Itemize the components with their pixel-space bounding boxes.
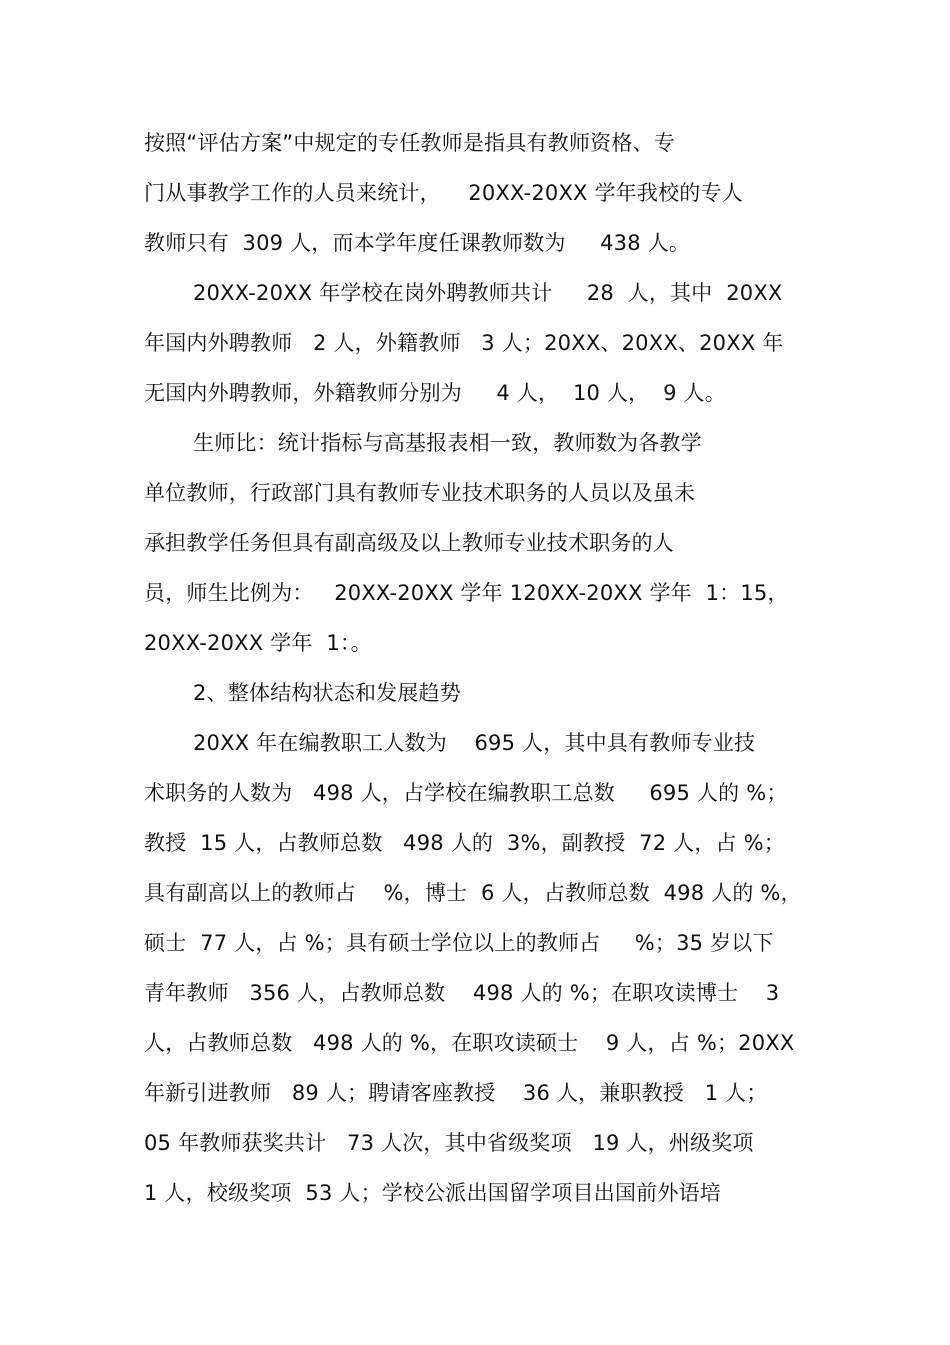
paragraph-line: 青年教师 356 人，占教师总数 498 人的 %；在职攻读博士 3 <box>144 981 780 1005</box>
section-heading: 2、整体结构状态和发展趋势 <box>193 681 461 705</box>
paragraph-line: 术职务的人数为 498 人，占学校在编教职工总数 695 人的 %； <box>144 781 788 805</box>
paragraph-line: 员，师生比例为： 20XX-20XX 学年 120XX-20XX 学年 1：15， <box>144 581 789 605</box>
paragraph-line: 按照“评估方案”中规定的专任教师是指具有教师资格、专 <box>144 131 675 155</box>
paragraph-line: 05 年教师获奖共计 73 人次，其中省级奖项 19 人，州级奖项 <box>144 1131 754 1155</box>
paragraph-line: 无国内外聘教师，外籍教师分别为 4 人， 10 人， 9 人。 <box>144 381 726 405</box>
paragraph-line: 20XX-20XX 学年 1：。 <box>144 631 372 655</box>
paragraph-line: 人，占教师总数 498 人的 %，在职攻读硕士 9 人，占 %；20XX <box>144 1031 795 1055</box>
paragraph-line: 承担教学任务但具有副高级及以上教师专业技术职务的人 <box>144 531 674 555</box>
paragraph-line: 1 人，校级奖项 53 人；学校公派出国留学项目出国前外语培 <box>144 1181 721 1205</box>
paragraph-line: 20XX-20XX 年学校在岗外聘教师共计 28 人，其中 20XX <box>193 281 783 305</box>
paragraph-line: 具有副高以上的教师占 %，博士 6 人，占教师总数 498 人的 %， <box>144 881 802 905</box>
paragraph-line: 20XX 年在编教职工人数为 695 人，其中具有教师专业技 <box>193 731 756 755</box>
paragraph-line: 硕士 77 人，占 %；具有硕士学位以上的教师占 %；35 岁以下 <box>144 931 774 955</box>
paragraph-line: 门从事教学工作的人员来统计， 20XX-20XX 学年我校的专人 <box>144 181 743 205</box>
paragraph-line: 教授 15 人，占教师总数 498 人的 3%，副教授 72 人，占 %； <box>144 831 785 855</box>
paragraph-line: 年新引进教师 89 人；聘请客座教授 36 人，兼职教授 1 人； <box>144 1081 768 1105</box>
paragraph-line: 单位教师，行政部门具有教师专业技术职务的人员以及虽未 <box>144 481 696 505</box>
paragraph-line: 年国内外聘教师 2 人，外籍教师 3 人；20XX、20XX、20XX 年 <box>144 331 784 355</box>
paragraph-line: 教师只有 309 人，而本学年度任课教师数为 438 人。 <box>144 231 691 255</box>
paragraph-line: 生师比：统计指标与高基报表相一致，教师数为各教学 <box>193 431 702 455</box>
